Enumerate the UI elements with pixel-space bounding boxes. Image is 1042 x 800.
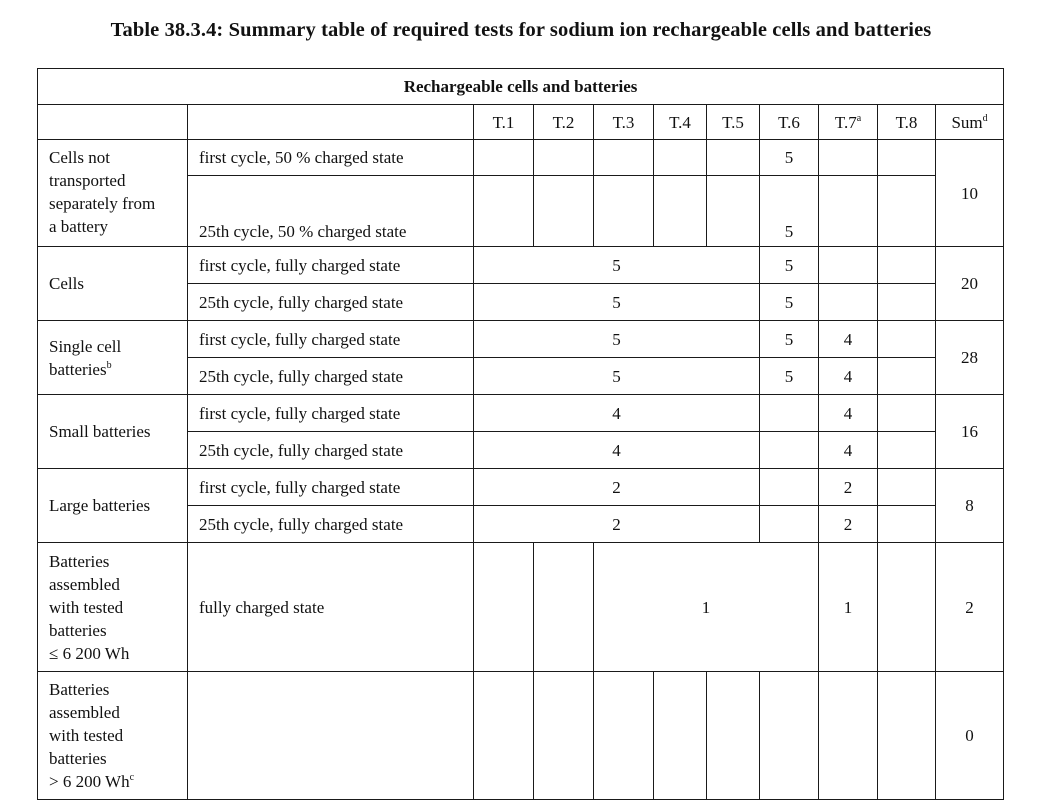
value-cell-t1-t5: 5 [474, 321, 760, 358]
condition-cell: first cycle, fully charged state [188, 395, 474, 432]
condition-cell: 25th cycle, fully charged state [188, 358, 474, 395]
category-line: batteries [49, 620, 107, 640]
header-blank-condition [188, 105, 474, 140]
empty-cell [878, 358, 936, 395]
empty-cell [819, 140, 878, 176]
empty-cell [474, 672, 534, 800]
value-cell-t1-t5: 5 [474, 284, 760, 321]
value-cell-t7: 4 [819, 432, 878, 469]
condition-cell: first cycle, fully charged state [188, 469, 474, 506]
summary-table [37, 68, 1004, 800]
column-header-t3: T.3 [594, 105, 654, 140]
condition-cell: 25th cycle, fully charged state [188, 432, 474, 469]
category-line: transported [49, 171, 126, 190]
empty-cell [878, 140, 936, 176]
sum-cell: 2 [936, 543, 1004, 672]
value-cell-t7: 2 [819, 506, 878, 543]
condition-cell: first cycle, fully charged state [188, 321, 474, 358]
table-title: Table 38.3.4: Summary table of required tests for sodium ion rechargeable cells and batteries [110, 19, 932, 41]
category-line: batteries [49, 749, 107, 768]
column-header-t8: T.8 [878, 105, 936, 140]
category-small-batteries: Small batteries [38, 395, 188, 469]
sum-cell: 28 [936, 321, 1004, 395]
category-assembled-small [38, 543, 188, 672]
column-header-t7 [819, 105, 878, 140]
empty-cell [878, 284, 936, 321]
group-header: Rechargeable cells and batteries [38, 69, 1004, 105]
footnote-marker-b: b [106, 359, 112, 371]
category-line: assembled [49, 703, 120, 722]
condition-cell: fully charged state [188, 543, 474, 672]
value-cell-t1-t5: 4 [474, 432, 760, 469]
sum-cell: 0 [936, 672, 1004, 800]
empty-cell [474, 543, 534, 672]
header-blank-category [38, 105, 188, 140]
category-line: a battery [49, 217, 108, 236]
category-line: Cells not [49, 148, 110, 167]
condition-cell: 25th cycle, 50 % charged state [188, 176, 474, 247]
category-line [49, 358, 187, 381]
empty-cell [707, 176, 760, 247]
empty-cell [474, 176, 534, 247]
empty-cell [878, 176, 936, 247]
category-line [49, 770, 187, 793]
empty-cell [707, 140, 760, 176]
value-cell-t1-t5: 5 [474, 358, 760, 395]
condition-cell: 25th cycle, fully charged state [188, 284, 474, 321]
value-cell-t6: 5 [760, 358, 819, 395]
sum-cell: 20 [936, 247, 1004, 321]
value-cell-t1-t5: 2 [474, 506, 760, 543]
empty-cell [878, 321, 936, 358]
empty-cell [878, 247, 936, 284]
empty-cell [534, 543, 594, 672]
category-line: Single cell [49, 336, 122, 356]
empty-cell [819, 176, 878, 247]
column-header-t6: T.6 [760, 105, 819, 140]
sum-cell: 16 [936, 395, 1004, 469]
category-line: with tested [49, 726, 124, 745]
value-cell-t7: 4 [819, 358, 878, 395]
value-cell-t1-t5: 4 [474, 395, 760, 432]
empty-cell [654, 176, 707, 247]
category-line: ≤ 6 200 Wh [49, 643, 130, 663]
column-header-sum-label: Sum [951, 112, 983, 132]
empty-cell [534, 672, 594, 800]
category-line-text: > 6 200 Wh [49, 772, 130, 791]
condition-cell: first cycle, 50 % charged state [188, 140, 474, 176]
empty-cell [878, 543, 936, 672]
category-line-text: batteries [49, 359, 107, 379]
empty-cell [594, 140, 654, 176]
empty-cell [654, 672, 707, 800]
category-line: separately from [49, 194, 156, 213]
column-header-t5: T.5 [707, 105, 760, 140]
empty-cell [760, 672, 819, 800]
empty-cell [760, 432, 819, 469]
value-cell-t1-t5: 2 [474, 469, 760, 506]
empty-cell [819, 672, 878, 800]
column-header-t7-label: T.7 [834, 112, 857, 132]
empty-cell [760, 506, 819, 543]
column-header-t4: T.4 [654, 105, 707, 140]
value-cell-t6: 5 [760, 284, 819, 321]
sum-cell: 8 [936, 469, 1004, 543]
empty-cell [188, 672, 474, 800]
condition-cell: first cycle, fully charged state [188, 247, 474, 284]
category-large-batteries: Large batteries [38, 469, 188, 543]
sum-cell: 10 [936, 140, 1004, 247]
empty-cell [878, 506, 936, 543]
empty-cell [760, 469, 819, 506]
empty-cell [707, 672, 760, 800]
footnote-marker-d: d [982, 112, 988, 124]
value-cell-t6: 5 [760, 321, 819, 358]
footnote-marker-c: c [129, 772, 135, 783]
empty-cell [878, 469, 936, 506]
empty-cell [534, 140, 594, 176]
value-cell-t7: 2 [819, 469, 878, 506]
empty-cell [760, 395, 819, 432]
value-cell-t7: 4 [819, 321, 878, 358]
empty-cell [594, 176, 654, 247]
value-cell-t3-t6: 1 [594, 543, 819, 672]
category-cells: Cells [38, 247, 188, 321]
empty-cell [878, 432, 936, 469]
empty-cell [654, 140, 707, 176]
empty-cell [878, 672, 936, 800]
column-header-t1: T.1 [474, 105, 534, 140]
category-line: assembled [49, 574, 120, 594]
empty-cell [878, 395, 936, 432]
empty-cell [819, 284, 878, 321]
column-header-sum [936, 105, 1004, 140]
column-header-t2: T.2 [534, 105, 594, 140]
empty-cell [819, 247, 878, 284]
category-single-cell-batteries [38, 321, 188, 395]
category-assembled-large [38, 672, 188, 800]
category-cells-not-transported [38, 140, 188, 247]
value-cell-t7: 4 [819, 395, 878, 432]
value-cell-t6: 5 [760, 140, 819, 176]
value-cell-t7: 1 [819, 543, 878, 672]
category-line: Batteries [49, 551, 110, 571]
value-cell-t1-t5: 5 [474, 247, 760, 284]
value-cell-t6: 5 [760, 247, 819, 284]
empty-cell [594, 672, 654, 800]
category-line: Batteries [49, 680, 110, 699]
condition-cell: 25th cycle, fully charged state [188, 506, 474, 543]
empty-cell [534, 176, 594, 247]
category-line: with tested [49, 597, 124, 617]
value-cell-t6: 5 [760, 176, 819, 247]
footnote-marker-a: a [856, 112, 862, 124]
empty-cell [474, 140, 534, 176]
